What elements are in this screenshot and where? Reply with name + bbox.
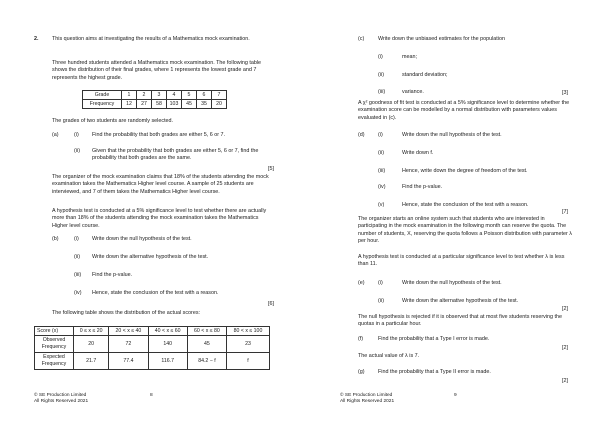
score-header-cell: 40 < x ≤ 60: [148, 327, 187, 336]
score-header-cell: 80 < x ≤ 100: [227, 327, 270, 336]
part-f-mark: [2]: [562, 345, 568, 351]
part-b-iii-label: (iii): [74, 272, 82, 278]
part-e-label: (e): [358, 280, 365, 286]
intro-text: This question aims at investigating the results of a Mathematics mock examination.: [52, 36, 250, 42]
score-header-cell: 20 < x ≤ 40: [109, 327, 148, 336]
frequency-cell: 20: [212, 100, 227, 109]
part-c-ii-text: standard deviation;: [402, 72, 448, 78]
score-header-row: [35, 327, 270, 336]
part-e-i-label: (i): [378, 280, 383, 286]
grade-cell: 2: [137, 91, 152, 100]
part-e-i-text: Write down the null hypothesis of the test.: [402, 280, 502, 286]
expected-row-label: Expected Frequency: [35, 353, 74, 370]
part-d-v-label: (v): [378, 202, 385, 208]
score-header-cell: 0 ≤ x ≤ 20: [74, 327, 109, 336]
observed-cell: 20: [74, 336, 109, 353]
expected-cell: 116.7: [148, 353, 187, 370]
part-b-iv-label: (iv): [74, 290, 82, 296]
part-c-iii-text: variance.: [402, 89, 424, 95]
part-b-iv-text: Hence, state the conclusion of the test with a reason.: [92, 290, 219, 296]
score-header-cell: Score (x): [35, 327, 74, 336]
part-d-iv-text: Find the p-value.: [402, 184, 443, 190]
part-c-iii-label: (iii): [378, 89, 386, 95]
part-c-mark: [3]: [562, 90, 568, 96]
part-d-label: (d): [358, 132, 365, 138]
expected-cell: 84.2 − f: [187, 353, 226, 370]
paragraph-1: Three hundred students attended a Mathematics mock examination. The following table shows the distribution of their final grades, where 1 represents the lowest grade and 7 represents the highest grade.: [52, 60, 262, 81]
part-d-mark: [7]: [562, 209, 568, 215]
paragraph-4: A hypothesis test is conducted at a 5% significance level to test whether there are actually more than 18% of the students attending the mock examination takes the Mathematics Higher level course.: [52, 208, 267, 229]
grade-cell: 7: [212, 91, 227, 100]
part-f-label: (f): [358, 336, 364, 342]
part-e-mark: [2]: [562, 306, 568, 312]
part-a-ii-label: (ii): [74, 148, 80, 154]
part-b-iii-text: Find the p-value.: [92, 272, 133, 278]
paragraph-2: The grades of two students are randomly selected.: [52, 118, 174, 124]
frequency-cell: 35: [197, 100, 212, 109]
part-b-i-label: (i): [74, 236, 79, 242]
paragraph-8: A hypothesis test is conducted at a particular significance level to test whether λ is less than 11.: [358, 254, 565, 268]
footer-copyright: © SE Production Limited: [34, 393, 87, 398]
grade-cell: 1: [122, 91, 137, 100]
part-c-ii-label: (ii): [378, 72, 384, 78]
part-e-ii-label: (ii): [378, 298, 384, 304]
grade-row-label: Grade: [83, 91, 122, 100]
part-d-iii-label: (iii): [378, 168, 386, 174]
observed-cell: 23: [227, 336, 270, 353]
part-d-v-text: Hence, state the conclusion of the test with a reason.: [402, 202, 529, 208]
frequency-row-label: Frequency: [83, 100, 122, 109]
part-a-label: (a): [52, 132, 59, 138]
part-a-mark: [5]: [268, 166, 274, 172]
part-d-ii-text: Write down f.: [402, 150, 434, 156]
part-d-i-label: (i): [378, 132, 383, 138]
observed-cell: 45: [187, 336, 226, 353]
part-b-ii-label: (ii): [74, 254, 80, 260]
part-g-text: Find the probability that a Type II error is made.: [378, 369, 491, 375]
part-f-text: Find the probability that a Type I error is made.: [378, 336, 490, 342]
grade-cell: 5: [182, 91, 197, 100]
paragraph-6: A χ² goodness of fit test is conducted at a 5% significance level to determine whether the examination score can be modelled by a normal distribution with parameters values evaluated in (c).: [358, 100, 570, 121]
expected-cell: 77.4: [109, 353, 148, 370]
paragraph-7: The organizer starts an online system such that students who are interested in participating in the mock examination in the following month can reserve the quota. The number of students, X, reserving the quota follows a Poisson distribution with parameter λ per hour.: [358, 216, 572, 245]
part-c-i-label: (i): [378, 54, 383, 60]
expected-cell: f: [227, 353, 270, 370]
part-c-i-text: mean;: [402, 54, 417, 60]
footer-rights: All Rights Reserved 2021: [34, 399, 89, 404]
part-g-label: (g): [358, 369, 365, 375]
observed-row-label: Observed Frequency: [35, 336, 74, 353]
score-table: [34, 326, 270, 370]
frequency-cell: 45: [182, 100, 197, 109]
observed-cell: 140: [148, 336, 187, 353]
paragraph-5: The following table shows the distribution of the actual scores:: [52, 310, 201, 316]
part-e-ii-text: Write down the alternative hypothesis of the test.: [402, 298, 519, 304]
frequency-cell: 27: [137, 100, 152, 109]
page-right: [300, 0, 600, 424]
grade-row: [83, 91, 227, 100]
grade-cell: 3: [152, 91, 167, 100]
observed-cell: 72: [109, 336, 148, 353]
frequency-cell: 12: [122, 100, 137, 109]
part-b-mark: [6]: [268, 301, 274, 307]
part-c-label: (c): [358, 36, 365, 42]
expected-row: [35, 353, 270, 370]
footer-rights: All Rights Reserved 2021: [340, 399, 395, 404]
score-header-cell: 60 < x ≤ 80: [187, 327, 226, 336]
grade-cell: 4: [167, 91, 182, 100]
part-d-iv-label: (iv): [378, 184, 386, 190]
part-a-i-text: Find the probability that both grades are either 5, 6 or 7.: [92, 132, 226, 138]
part-b-i-text: Write down the null hypothesis of the test.: [92, 236, 192, 242]
part-a-i-label: (i): [74, 132, 79, 138]
part-d-iii-text: Hence, write down the degree of freedom of the test.: [402, 168, 528, 174]
footer-copyright: © SE Production Limited: [340, 393, 393, 398]
expected-cell: 21.7: [74, 353, 109, 370]
paragraph-3: The organizer of the mock examination claims that 18% of the students attending the mock examination takes the Mathematics Higher level course. A sample of 25 students are interviewed, and 7 of them takes the Mathematics Higher level course.: [52, 174, 269, 195]
paragraph-10: The actual value of λ is 7.: [358, 353, 420, 359]
part-d-ii-label: (ii): [378, 150, 384, 156]
page-number: 9: [454, 393, 457, 398]
grade-cell: 6: [197, 91, 212, 100]
part-d-i-text: Write down the null hypothesis of the test.: [402, 132, 502, 138]
observed-row: [35, 336, 270, 353]
paragraph-9: The null hypothesis is rejected if it is observed that at most five students reserving the quotas in a particular hour.: [358, 314, 563, 328]
part-b-ii-text: Write down the alternative hypothesis of the test.: [92, 254, 209, 260]
part-g-mark: [2]: [562, 378, 568, 384]
grade-table: [82, 90, 227, 109]
frequency-cell: 103: [167, 100, 182, 109]
question-number: 2.: [34, 36, 39, 42]
part-b-label: (b): [52, 236, 59, 242]
part-a-ii-text: Given that the probability that both grades are either 5, 6 or 7, find the probability that both grades are the same.: [92, 148, 259, 162]
frequency-cell: 58: [152, 100, 167, 109]
page-number: 8: [150, 393, 153, 398]
frequency-row: [83, 100, 227, 109]
part-c-text: Write down the unbiased estimates for the population: [378, 36, 505, 42]
